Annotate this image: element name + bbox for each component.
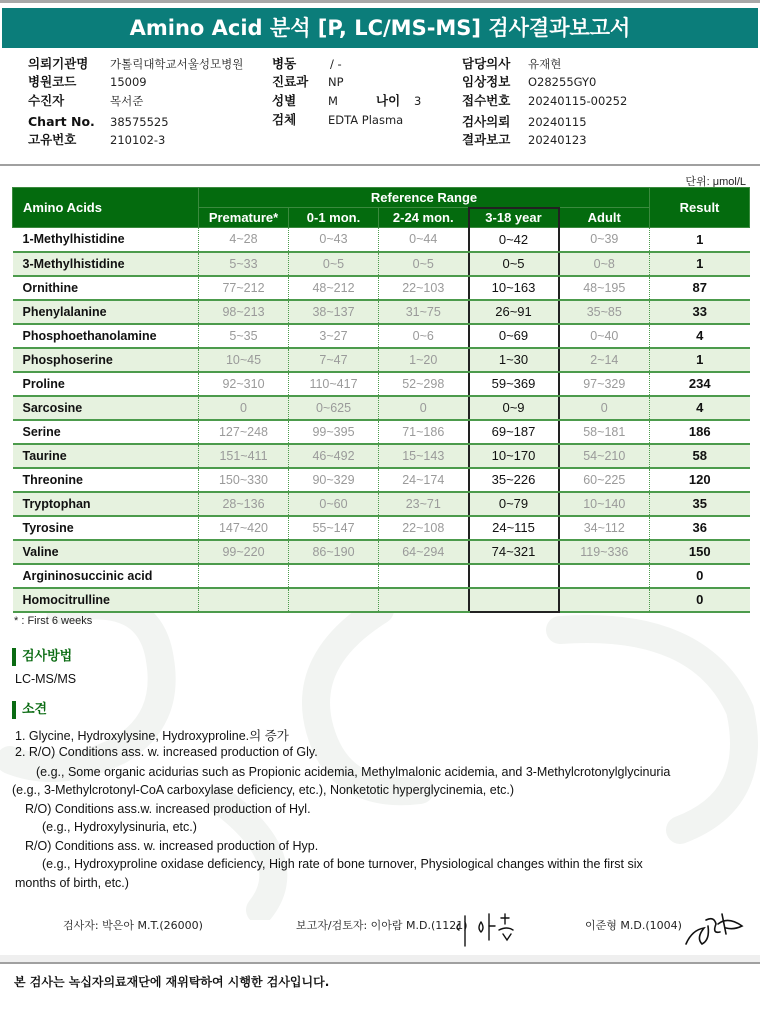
finding-line: (e.g., Some organic acidurias such as Propionic acidemia, Methylmalonic acidemia, and 3-Methylcrotonylglycinuria bbox=[36, 765, 671, 779]
reference-cell-premature: 4~28 bbox=[199, 228, 289, 252]
reviewer-signature-label: 보고자/검토자: 이아람 M.D.(1121) bbox=[296, 919, 468, 932]
reference-cell-m0_1: 38~137 bbox=[289, 300, 379, 324]
table-row bbox=[13, 372, 750, 396]
info-value: 15009 bbox=[110, 75, 147, 89]
info-value: 20240115 bbox=[528, 115, 587, 129]
result-cell: 58 bbox=[650, 444, 750, 468]
info-label: 고유번호 bbox=[28, 132, 77, 147]
table-row bbox=[13, 396, 750, 420]
top-border bbox=[0, 0, 760, 3]
info-label: 병동 bbox=[272, 56, 297, 71]
info-value: 가톨릭대학교서울성모병원 bbox=[110, 57, 244, 71]
result-cell: 186 bbox=[650, 420, 750, 444]
reference-cell-premature: 92~310 bbox=[199, 372, 289, 396]
result-cell: 36 bbox=[650, 516, 750, 540]
finding-line: (e.g., Hydroxylysinuria, etc.) bbox=[42, 820, 197, 834]
info-label: 담당의사 bbox=[462, 56, 511, 71]
info-value: 유재현 bbox=[528, 57, 562, 71]
reference-cell-y3_18: 10~170 bbox=[469, 444, 559, 468]
amino-acid-table bbox=[12, 187, 750, 613]
reference-cell-y3_18: 59~369 bbox=[469, 372, 559, 396]
amino-acid-name: Phosphoethanolamine bbox=[13, 324, 199, 348]
result-cell: 0 bbox=[650, 564, 750, 588]
info-label: 결과보고 bbox=[462, 132, 511, 147]
table-row bbox=[13, 252, 750, 276]
header-result: Result bbox=[650, 188, 750, 228]
result-cell: 150 bbox=[650, 540, 750, 564]
reference-cell-premature: 127~248 bbox=[199, 420, 289, 444]
table-row bbox=[13, 492, 750, 516]
table-row bbox=[13, 324, 750, 348]
result-cell: 87 bbox=[650, 276, 750, 300]
result-cell: 35 bbox=[650, 492, 750, 516]
reference-cell-m0_1: 99~395 bbox=[289, 420, 379, 444]
amino-acid-name: Proline bbox=[13, 372, 199, 396]
section-heading-findings: 소견 bbox=[12, 701, 47, 719]
reference-cell-adult: 48~195 bbox=[559, 276, 650, 300]
amino-acid-name: Ornithine bbox=[13, 276, 199, 300]
table-row bbox=[13, 348, 750, 372]
reference-cell-y3_18: 69~187 bbox=[469, 420, 559, 444]
info-value: 3 bbox=[414, 94, 422, 108]
reference-cell-adult: 0 bbox=[559, 396, 650, 420]
reference-cell-y3_18: 0~79 bbox=[469, 492, 559, 516]
amino-acid-name: 3-Methylhistidine bbox=[13, 252, 199, 276]
reference-cell-m0_1 bbox=[289, 588, 379, 612]
header-adult: Adult bbox=[559, 208, 650, 228]
table-row bbox=[13, 564, 750, 588]
reference-cell-m0_1 bbox=[289, 564, 379, 588]
reference-cell-m2_24: 1~20 bbox=[379, 348, 469, 372]
result-cell: 4 bbox=[650, 396, 750, 420]
reference-cell-m2_24: 31~75 bbox=[379, 300, 469, 324]
report-title: Amino Acid 분석 [P, LC/MS-MS] 검사결과보고서 bbox=[2, 8, 758, 48]
reference-cell-adult: 60~225 bbox=[559, 468, 650, 492]
info-value: EDTA Plasma bbox=[328, 113, 404, 127]
reference-cell-premature: 150~330 bbox=[199, 468, 289, 492]
outsourcing-notice: 본 검사는 녹십자의료재단에 재위탁하여 시행한 검사입니다. bbox=[14, 975, 330, 989]
reference-cell-premature: 5~33 bbox=[199, 252, 289, 276]
reference-cell-y3_18: 1~30 bbox=[469, 348, 559, 372]
reference-cell-m2_24: 22~108 bbox=[379, 516, 469, 540]
reference-cell-adult: 58~181 bbox=[559, 420, 650, 444]
reference-cell-y3_18: 0~69 bbox=[469, 324, 559, 348]
reference-cell-premature: 10~45 bbox=[199, 348, 289, 372]
reference-cell-m2_24: 52~298 bbox=[379, 372, 469, 396]
info-value: 목서준 bbox=[110, 94, 144, 108]
amino-acid-name: Tyrosine bbox=[13, 516, 199, 540]
reference-cell-adult: 119~336 bbox=[559, 540, 650, 564]
info-label: 나이 bbox=[376, 93, 401, 108]
table-row bbox=[13, 444, 750, 468]
reference-cell-premature: 5~35 bbox=[199, 324, 289, 348]
divider bbox=[0, 164, 760, 166]
finding-line: (e.g., Hydroxyproline oxidase deficiency, High rate of bone turnover, Physiological changes within the first six bbox=[42, 857, 643, 871]
reference-cell-m0_1: 46~492 bbox=[289, 444, 379, 468]
table-row bbox=[13, 516, 750, 540]
footer-divider bbox=[0, 962, 760, 964]
amino-acid-name: Sarcosine bbox=[13, 396, 199, 420]
finding-line: (e.g., 3-Methylcrotonyl-CoA carboxylase deficiency, etc.), Nonketotic hyperglycinemia, etc.) bbox=[12, 783, 515, 797]
reference-cell-y3_18: 24~115 bbox=[469, 516, 559, 540]
info-label: 임상정보 bbox=[462, 74, 511, 89]
reference-cell-adult: 97~329 bbox=[559, 372, 650, 396]
amino-acid-name: Serine bbox=[13, 420, 199, 444]
table-row bbox=[13, 540, 750, 564]
reference-cell-premature bbox=[199, 588, 289, 612]
reference-cell-premature: 151~411 bbox=[199, 444, 289, 468]
reference-cell-m2_24: 0~44 bbox=[379, 228, 469, 252]
header-premature: Premature* bbox=[199, 208, 289, 228]
amino-acid-name: Argininosuccinic acid bbox=[13, 564, 199, 588]
reference-cell-m0_1: 86~190 bbox=[289, 540, 379, 564]
reference-cell-m2_24: 23~71 bbox=[379, 492, 469, 516]
table-row bbox=[13, 588, 750, 612]
result-cell: 1 bbox=[650, 252, 750, 276]
finding-line: 2. R/O) Conditions ass. w. increased production of Gly. bbox=[15, 745, 318, 759]
header-0-1-mon: 0-1 mon. bbox=[289, 208, 379, 228]
reference-cell-m2_24: 0~6 bbox=[379, 324, 469, 348]
reference-cell-premature bbox=[199, 564, 289, 588]
reference-cell-premature: 0 bbox=[199, 396, 289, 420]
info-value: O28255GY0 bbox=[528, 75, 597, 89]
tester-signature-label: 검사자: 박은아 M.T.(26000) bbox=[63, 919, 203, 932]
reference-cell-adult: 54~210 bbox=[559, 444, 650, 468]
reference-cell-y3_18 bbox=[469, 588, 559, 612]
method-text: LC-MS/MS bbox=[15, 672, 77, 686]
reference-cell-adult: 0~8 bbox=[559, 252, 650, 276]
reference-cell-m2_24: 64~294 bbox=[379, 540, 469, 564]
reference-cell-m2_24: 15~143 bbox=[379, 444, 469, 468]
info-label: 진료과 bbox=[272, 74, 309, 89]
table-row bbox=[13, 228, 750, 252]
header-2-24-mon: 2-24 mon. bbox=[379, 208, 469, 228]
reference-cell-y3_18: 35~226 bbox=[469, 468, 559, 492]
reference-cell-adult: 34~112 bbox=[559, 516, 650, 540]
reference-cell-m2_24: 24~174 bbox=[379, 468, 469, 492]
result-cell: 1 bbox=[650, 228, 750, 252]
table-row bbox=[13, 468, 750, 492]
reference-cell-adult: 35~85 bbox=[559, 300, 650, 324]
reference-cell-premature: 147~420 bbox=[199, 516, 289, 540]
reference-cell-m0_1: 110~417 bbox=[289, 372, 379, 396]
reference-cell-premature: 98~213 bbox=[199, 300, 289, 324]
info-label: 병원코드 bbox=[28, 74, 77, 89]
section-heading-method: 검사방법 bbox=[12, 648, 72, 666]
reference-cell-m2_24: 0 bbox=[379, 396, 469, 420]
finding-line: months of birth, etc.) bbox=[15, 876, 129, 890]
reference-cell-m2_24 bbox=[379, 588, 469, 612]
result-cell: 0 bbox=[650, 588, 750, 612]
info-value: 20240123 bbox=[528, 133, 587, 147]
header-amino-acids: Amino Acids bbox=[13, 188, 199, 228]
finding-line: R/O) Conditions ass.w. increased production of Hyl. bbox=[25, 802, 311, 816]
reference-cell-m0_1: 7~47 bbox=[289, 348, 379, 372]
reference-cell-m0_1: 3~27 bbox=[289, 324, 379, 348]
patient-info bbox=[0, 55, 760, 150]
reference-cell-m2_24: 22~103 bbox=[379, 276, 469, 300]
footnote: * : First 6 weeks bbox=[14, 615, 93, 627]
reference-cell-adult: 2~14 bbox=[559, 348, 650, 372]
reference-cell-adult: 10~140 bbox=[559, 492, 650, 516]
table-row bbox=[13, 276, 750, 300]
info-label: 성별 bbox=[272, 93, 297, 108]
result-cell: 4 bbox=[650, 324, 750, 348]
amino-acid-name: 1-Methylhistidine bbox=[13, 228, 199, 252]
reference-cell-y3_18: 0~9 bbox=[469, 396, 559, 420]
reference-cell-y3_18 bbox=[469, 564, 559, 588]
info-value: NP bbox=[328, 75, 344, 89]
finding-line: R/O) Conditions ass. w. increased production of Hyp. bbox=[25, 839, 319, 853]
reference-cell-m0_1: 0~43 bbox=[289, 228, 379, 252]
reference-cell-m0_1: 48~212 bbox=[289, 276, 379, 300]
info-value: M bbox=[328, 94, 338, 108]
reference-cell-m2_24: 71~186 bbox=[379, 420, 469, 444]
amino-acid-name: Phosphoserine bbox=[13, 348, 199, 372]
reviewer-signature-icon bbox=[453, 908, 523, 948]
reference-cell-premature: 28~136 bbox=[199, 492, 289, 516]
info-label: Chart No. bbox=[28, 114, 95, 129]
reference-cell-premature: 77~212 bbox=[199, 276, 289, 300]
info-label: 수진자 bbox=[28, 93, 65, 108]
table-row bbox=[13, 420, 750, 444]
reference-cell-adult: 0~40 bbox=[559, 324, 650, 348]
info-value: 210102-3 bbox=[110, 133, 166, 147]
result-cell: 120 bbox=[650, 468, 750, 492]
reference-cell-y3_18: 0~42 bbox=[469, 228, 559, 252]
reference-cell-y3_18: 26~91 bbox=[469, 300, 559, 324]
reference-cell-premature: 99~220 bbox=[199, 540, 289, 564]
finding-line: 1. Glycine, Hydroxylysine, Hydroxyproline.의 증가 bbox=[15, 729, 289, 743]
reference-cell-m0_1: 0~60 bbox=[289, 492, 379, 516]
unit-label: 단위: μmol/L bbox=[685, 176, 746, 188]
amino-acid-name: Tryptophan bbox=[13, 492, 199, 516]
reference-cell-y3_18: 10~163 bbox=[469, 276, 559, 300]
reference-cell-m2_24 bbox=[379, 564, 469, 588]
reference-cell-m0_1: 0~5 bbox=[289, 252, 379, 276]
reference-cell-m0_1: 0~625 bbox=[289, 396, 379, 420]
info-label: 검사의뢰 bbox=[462, 114, 511, 129]
info-label: 접수번호 bbox=[462, 93, 511, 108]
amino-acid-name: Taurine bbox=[13, 444, 199, 468]
amino-acid-name: Threonine bbox=[13, 468, 199, 492]
watermark-icon bbox=[0, 600, 760, 920]
reference-cell-y3_18: 0~5 bbox=[469, 252, 559, 276]
reference-cell-adult bbox=[559, 588, 650, 612]
reference-cell-adult: 0~39 bbox=[559, 228, 650, 252]
reference-cell-m0_1: 90~329 bbox=[289, 468, 379, 492]
reference-cell-adult bbox=[559, 564, 650, 588]
director-signature-icon bbox=[682, 910, 746, 950]
table-row bbox=[13, 300, 750, 324]
reference-cell-m0_1: 55~147 bbox=[289, 516, 379, 540]
result-cell: 234 bbox=[650, 372, 750, 396]
amino-acid-name: Phenylalanine bbox=[13, 300, 199, 324]
director-signature-label: 이준형 M.D.(1004) bbox=[585, 919, 682, 932]
header-3-18-year: 3-18 year bbox=[469, 208, 559, 228]
amino-acid-name: Homocitrulline bbox=[13, 588, 199, 612]
info-value: 38575525 bbox=[110, 115, 169, 129]
info-value: 20240115-00252 bbox=[528, 94, 628, 108]
info-label: 검체 bbox=[272, 112, 297, 127]
result-cell: 1 bbox=[650, 348, 750, 372]
header-reference-range: Reference Range bbox=[199, 188, 650, 208]
info-label: 의뢰기관명 bbox=[28, 56, 89, 71]
reference-cell-m2_24: 0~5 bbox=[379, 252, 469, 276]
result-cell: 33 bbox=[650, 300, 750, 324]
info-value: / - bbox=[330, 57, 342, 71]
reference-cell-y3_18: 74~321 bbox=[469, 540, 559, 564]
amino-acid-name: Valine bbox=[13, 540, 199, 564]
